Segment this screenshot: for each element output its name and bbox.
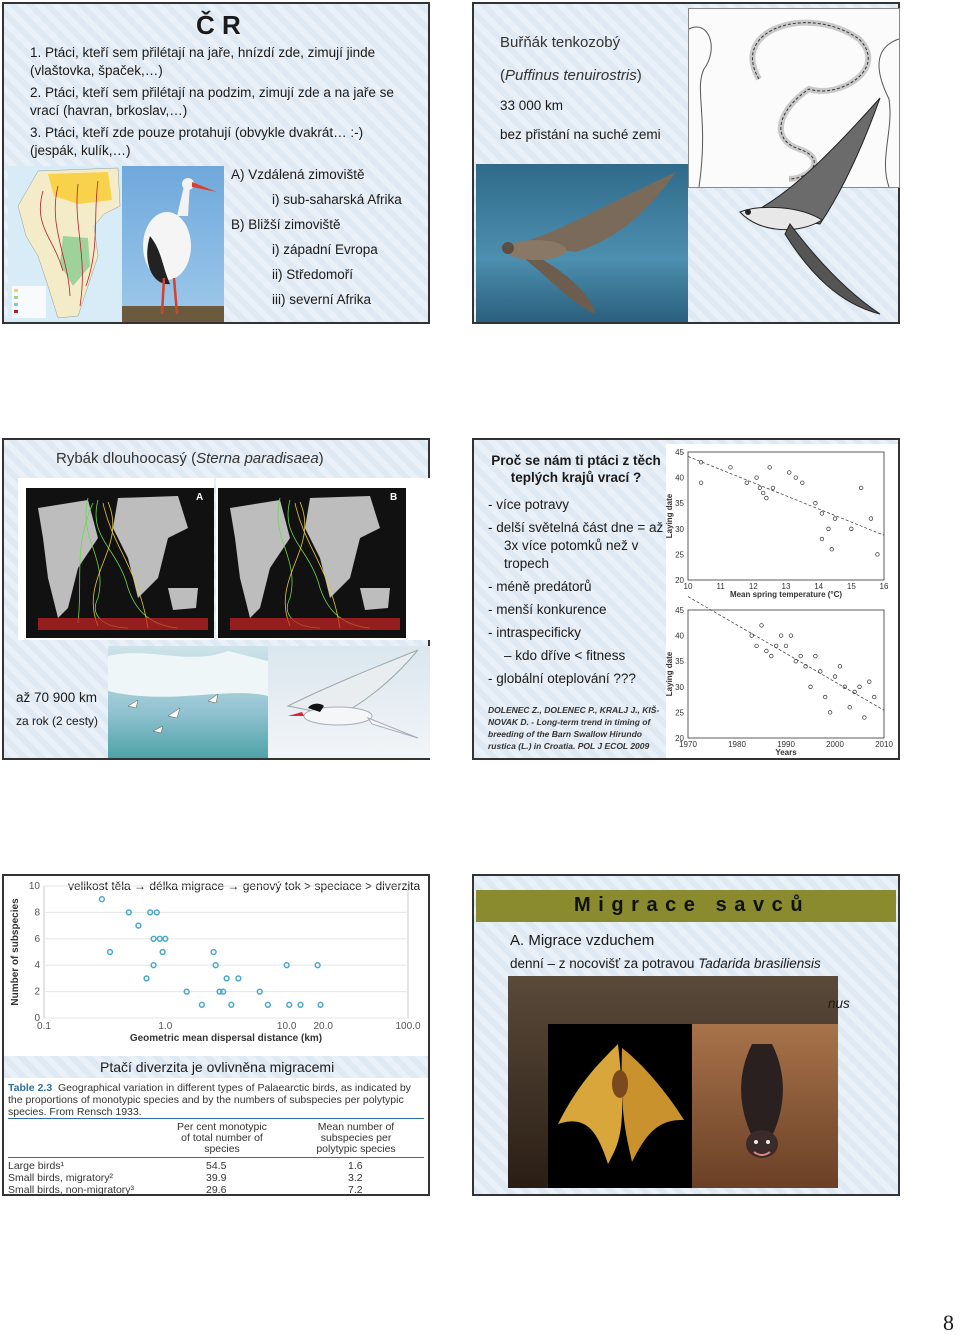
description-text: denní – z nocovišť za potravou (510, 956, 699, 971)
data-point (224, 976, 229, 981)
data-point (787, 471, 791, 475)
data-point (820, 537, 824, 541)
list-item: - menší konkurence (488, 602, 607, 617)
data-point (868, 680, 872, 684)
slide-title: Č R (196, 10, 241, 40)
tern-tracking-map-b (216, 478, 430, 640)
y-tick-label: 20 (675, 576, 684, 585)
species-latin: (Puffinus tenuirostris) (500, 67, 642, 84)
data-point (765, 649, 769, 653)
table-header-col1: Per cent monotypic of total number of species (177, 1121, 267, 1155)
causal-chain-header: velikost těla → délka migrace → genový tok > speciace > diverzita (68, 879, 421, 893)
table-divider (8, 1157, 424, 1158)
y-tick-label: 0 (34, 1013, 40, 1024)
data-point (160, 950, 165, 955)
y-tick-label: 45 (675, 606, 684, 615)
data-point (848, 705, 852, 709)
x-tick-label: 1980 (728, 740, 746, 749)
slide-title (56, 450, 324, 467)
y-axis-label: Laying date (665, 651, 674, 697)
slide-mammal-migration (472, 874, 900, 1196)
wintering-region: iii) severní Afrika (272, 292, 372, 307)
x-tick-label: 1970 (679, 740, 697, 749)
row-value: 3.2 (348, 1172, 363, 1184)
row-value: 39.9 (206, 1172, 227, 1184)
migration-map-image (8, 166, 122, 322)
slide-title: M i g r a c e s a v c ů (574, 894, 804, 916)
data-point (850, 527, 854, 531)
data-point (789, 634, 793, 638)
migration-note: bez přistání na suché zemi (500, 127, 661, 142)
x-tick-label: 13 (781, 582, 791, 591)
distant-wintering-label: A) Vzdálená zimoviště (231, 167, 365, 182)
data-point (859, 486, 863, 490)
section-heading: A. Migrace vzduchem (510, 932, 655, 949)
data-point (144, 976, 149, 981)
title-text: ) (318, 450, 324, 467)
latin-name: Tadarida brasiliensis (698, 956, 821, 971)
x-tick-label: 15 (846, 582, 856, 591)
data-point (236, 976, 241, 981)
data-point (745, 481, 749, 485)
data-point (265, 1002, 270, 1007)
laying-date-charts (666, 444, 898, 758)
laying-date-scatter-plots (666, 444, 898, 758)
title-text: Rybák dlouhoocasý ( (56, 450, 197, 467)
map-label: B (390, 492, 398, 503)
wintering-region: i) západní Evropa (272, 242, 378, 257)
data-point (136, 923, 141, 928)
shearwater-sketch (730, 94, 898, 320)
x-tick-label: 1990 (777, 740, 795, 749)
y-tick-label: 30 (675, 682, 684, 692)
citation: DOLENEC Z., DOLENEC P., KRALJ J., KIŠ-NOVAK D. - Long-term trend in timing of breeding of the Barn Swallow Hirundo rustica (L.) in Croatia. POL J ECOL 2009 (488, 705, 660, 751)
data-point (784, 644, 788, 648)
plot-frame (688, 610, 884, 738)
row-value: 1.6 (348, 1160, 363, 1172)
data-point (771, 486, 775, 490)
slide-bird-diversity (2, 874, 430, 1196)
data-point (801, 481, 805, 485)
data-point (298, 1002, 303, 1007)
data-point (814, 654, 818, 658)
data-point (809, 685, 813, 689)
latin-name: Sterna paradisaea (196, 450, 319, 467)
data-point (863, 716, 867, 720)
x-tick-label: 14 (814, 582, 824, 591)
slide-why-birds-return (472, 438, 900, 760)
table-row (8, 1160, 424, 1172)
data-point (768, 466, 772, 470)
slide-shearwater (472, 2, 900, 324)
truncated-text: nus (828, 996, 850, 1011)
y-tick-label: 40 (675, 631, 684, 641)
data-point (828, 711, 832, 715)
trend-line (688, 597, 884, 711)
table-row (8, 1184, 424, 1196)
x-tick-label: 20.0 (313, 1021, 333, 1032)
data-point (229, 1002, 234, 1007)
y-tick-label: 35 (675, 657, 684, 667)
y-tick-label: 20 (675, 734, 684, 743)
table-header-col2: Mean number of subspecies per polytypic species (316, 1121, 396, 1155)
migration-distance: až 70 900 km (16, 690, 98, 705)
data-point (827, 527, 831, 531)
arctic-tern-photo (268, 646, 430, 758)
y-tick-label: 2 (34, 986, 40, 998)
row-label: Small birds, migratory² (8, 1172, 114, 1184)
data-point (770, 654, 774, 658)
list-item: - delší světelná část dne = až 3x více potomků než v tropech (488, 520, 664, 571)
x-tick-label: 16 (879, 582, 889, 591)
data-point (823, 695, 827, 699)
x-axis-label: Years (775, 748, 797, 757)
list-item: 1. Ptáci, kteří sem přilétají na jaře, hnízdí zde, zimují jinde (vlaštovka, špaček,…) (30, 45, 376, 78)
data-point (833, 675, 837, 679)
data-point (872, 695, 876, 699)
data-point (799, 654, 803, 658)
data-point (758, 486, 762, 490)
slide-arctic-tern (2, 438, 430, 760)
data-point (199, 1002, 204, 1007)
data-point (794, 476, 798, 480)
y-tick-label: 10 (28, 881, 40, 892)
page-number: 8 (943, 1310, 954, 1335)
data-point (779, 634, 783, 638)
list-item: 2. Ptáci, kteří sem přilétají na podzim, zimují zde a na jaře se vrací (havran, brkoslav,…) (30, 85, 394, 118)
x-tick-label: 0.1 (37, 1021, 51, 1032)
y-tick-label: 4 (34, 960, 40, 972)
x-tick-label: 2010 (875, 740, 893, 749)
plot-frame (688, 452, 884, 580)
data-point (876, 553, 880, 557)
x-tick-label: 11 (716, 582, 725, 591)
table-caption (8, 1082, 424, 1118)
shearwater-photo (476, 164, 688, 322)
data-point (814, 501, 818, 505)
table-divider (8, 1118, 424, 1119)
x-tick-label: 10 (683, 582, 693, 591)
y-axis-label: Laying date (665, 493, 674, 539)
data-point (287, 1002, 292, 1007)
table-description: Geographical variation in different types of Palaearctic birds, as indicated by the proportions of monotypic species and by the numbers of subspecies per polytypic species. From Rensch 1933. (8, 1082, 411, 1118)
y-tick-label: 30 (675, 524, 684, 534)
data-point (699, 481, 703, 485)
y-tick-label: 6 (34, 933, 40, 945)
data-point (761, 491, 765, 495)
data-point (869, 517, 873, 521)
x-axis-label: Geometric mean dispersal distance (km) (129, 1033, 323, 1044)
data-point (755, 476, 759, 480)
x-tick-label: 100.0 (395, 1021, 421, 1032)
row-value: 7.2 (348, 1184, 363, 1196)
row-value: 54.5 (206, 1160, 227, 1172)
table-row (8, 1172, 424, 1184)
table-number: Table 2.3 (8, 1082, 53, 1094)
dispersal-scatter-plot (4, 876, 428, 1051)
data-point (760, 624, 764, 628)
map-label: A (196, 492, 204, 503)
row-label: Large birds¹ (8, 1160, 65, 1172)
x-tick-label: 2000 (826, 740, 844, 749)
migration-note: za rok (2 cesty) (16, 714, 99, 728)
data-point (108, 950, 113, 955)
list-item: - globální oteplování ??? (488, 671, 636, 686)
near-wintering-label: B) Bližší zimoviště (231, 217, 341, 232)
hanging-bat-photo (692, 1024, 838, 1188)
slide-title: Proč se nám ti ptáci z těch teplých krajů vrací ? (491, 453, 661, 485)
white-stork-photo (122, 166, 224, 322)
row-label: Small birds, non-migratory³ (8, 1184, 135, 1196)
data-point (838, 665, 842, 669)
data-point (833, 517, 837, 521)
y-axis-label: Number of subspecies (10, 898, 21, 1006)
y-tick-label: 45 (675, 448, 684, 457)
slide-cr-migration (2, 2, 430, 324)
y-tick-label: 40 (675, 473, 684, 483)
latin-name: Puffinus tenuirostris (505, 67, 637, 84)
data-point (99, 897, 104, 902)
list-item: - méně predátorů (488, 579, 592, 594)
x-axis-label: Mean spring temperature (°C) (729, 590, 843, 599)
x-tick-label: 10.0 (276, 1021, 297, 1032)
data-point (729, 466, 733, 470)
x-tick-label: 1.0 (158, 1021, 173, 1032)
y-tick-label: 25 (675, 550, 684, 560)
tern-tracking-map-a (18, 478, 214, 640)
wintering-region: ii) Středomoří (272, 267, 354, 282)
migration-distance: 33 000 km (500, 98, 564, 113)
y-tick-label: 8 (34, 907, 40, 919)
data-point (318, 1002, 323, 1007)
row-value: 29.6 (206, 1184, 227, 1196)
list-item: - intraspecificky (488, 625, 582, 640)
trend-line (688, 456, 884, 535)
x-tick-label: 12 (748, 582, 758, 591)
migration-description (510, 956, 821, 971)
y-tick-label: 25 (675, 708, 684, 718)
list-item: 3. Ptáci, kteří zde pouze protahují (obvykle dvakrát… :-) (jespák, kulík,…) (30, 125, 364, 158)
y-tick-label: 35 (675, 499, 684, 509)
flying-bat-photo (548, 1024, 692, 1188)
data-point (765, 496, 769, 500)
plot-frame (44, 886, 408, 1018)
list-item: – kdo dříve < fitness (504, 648, 626, 663)
data-point (820, 512, 824, 516)
figure-caption: Ptačí diverzita je ovlivněna migracemi (100, 1059, 335, 1075)
terns-over-ice-photo (108, 646, 268, 758)
list-item: - více potravy (488, 497, 570, 512)
data-point (755, 644, 759, 648)
reasons-list (488, 496, 670, 688)
data-point (830, 547, 834, 551)
species-name: Buřňák tenkozobý (500, 34, 621, 51)
data-point (211, 950, 216, 955)
data-point (858, 685, 862, 689)
wintering-region: i) sub-saharská Afrika (272, 192, 402, 207)
